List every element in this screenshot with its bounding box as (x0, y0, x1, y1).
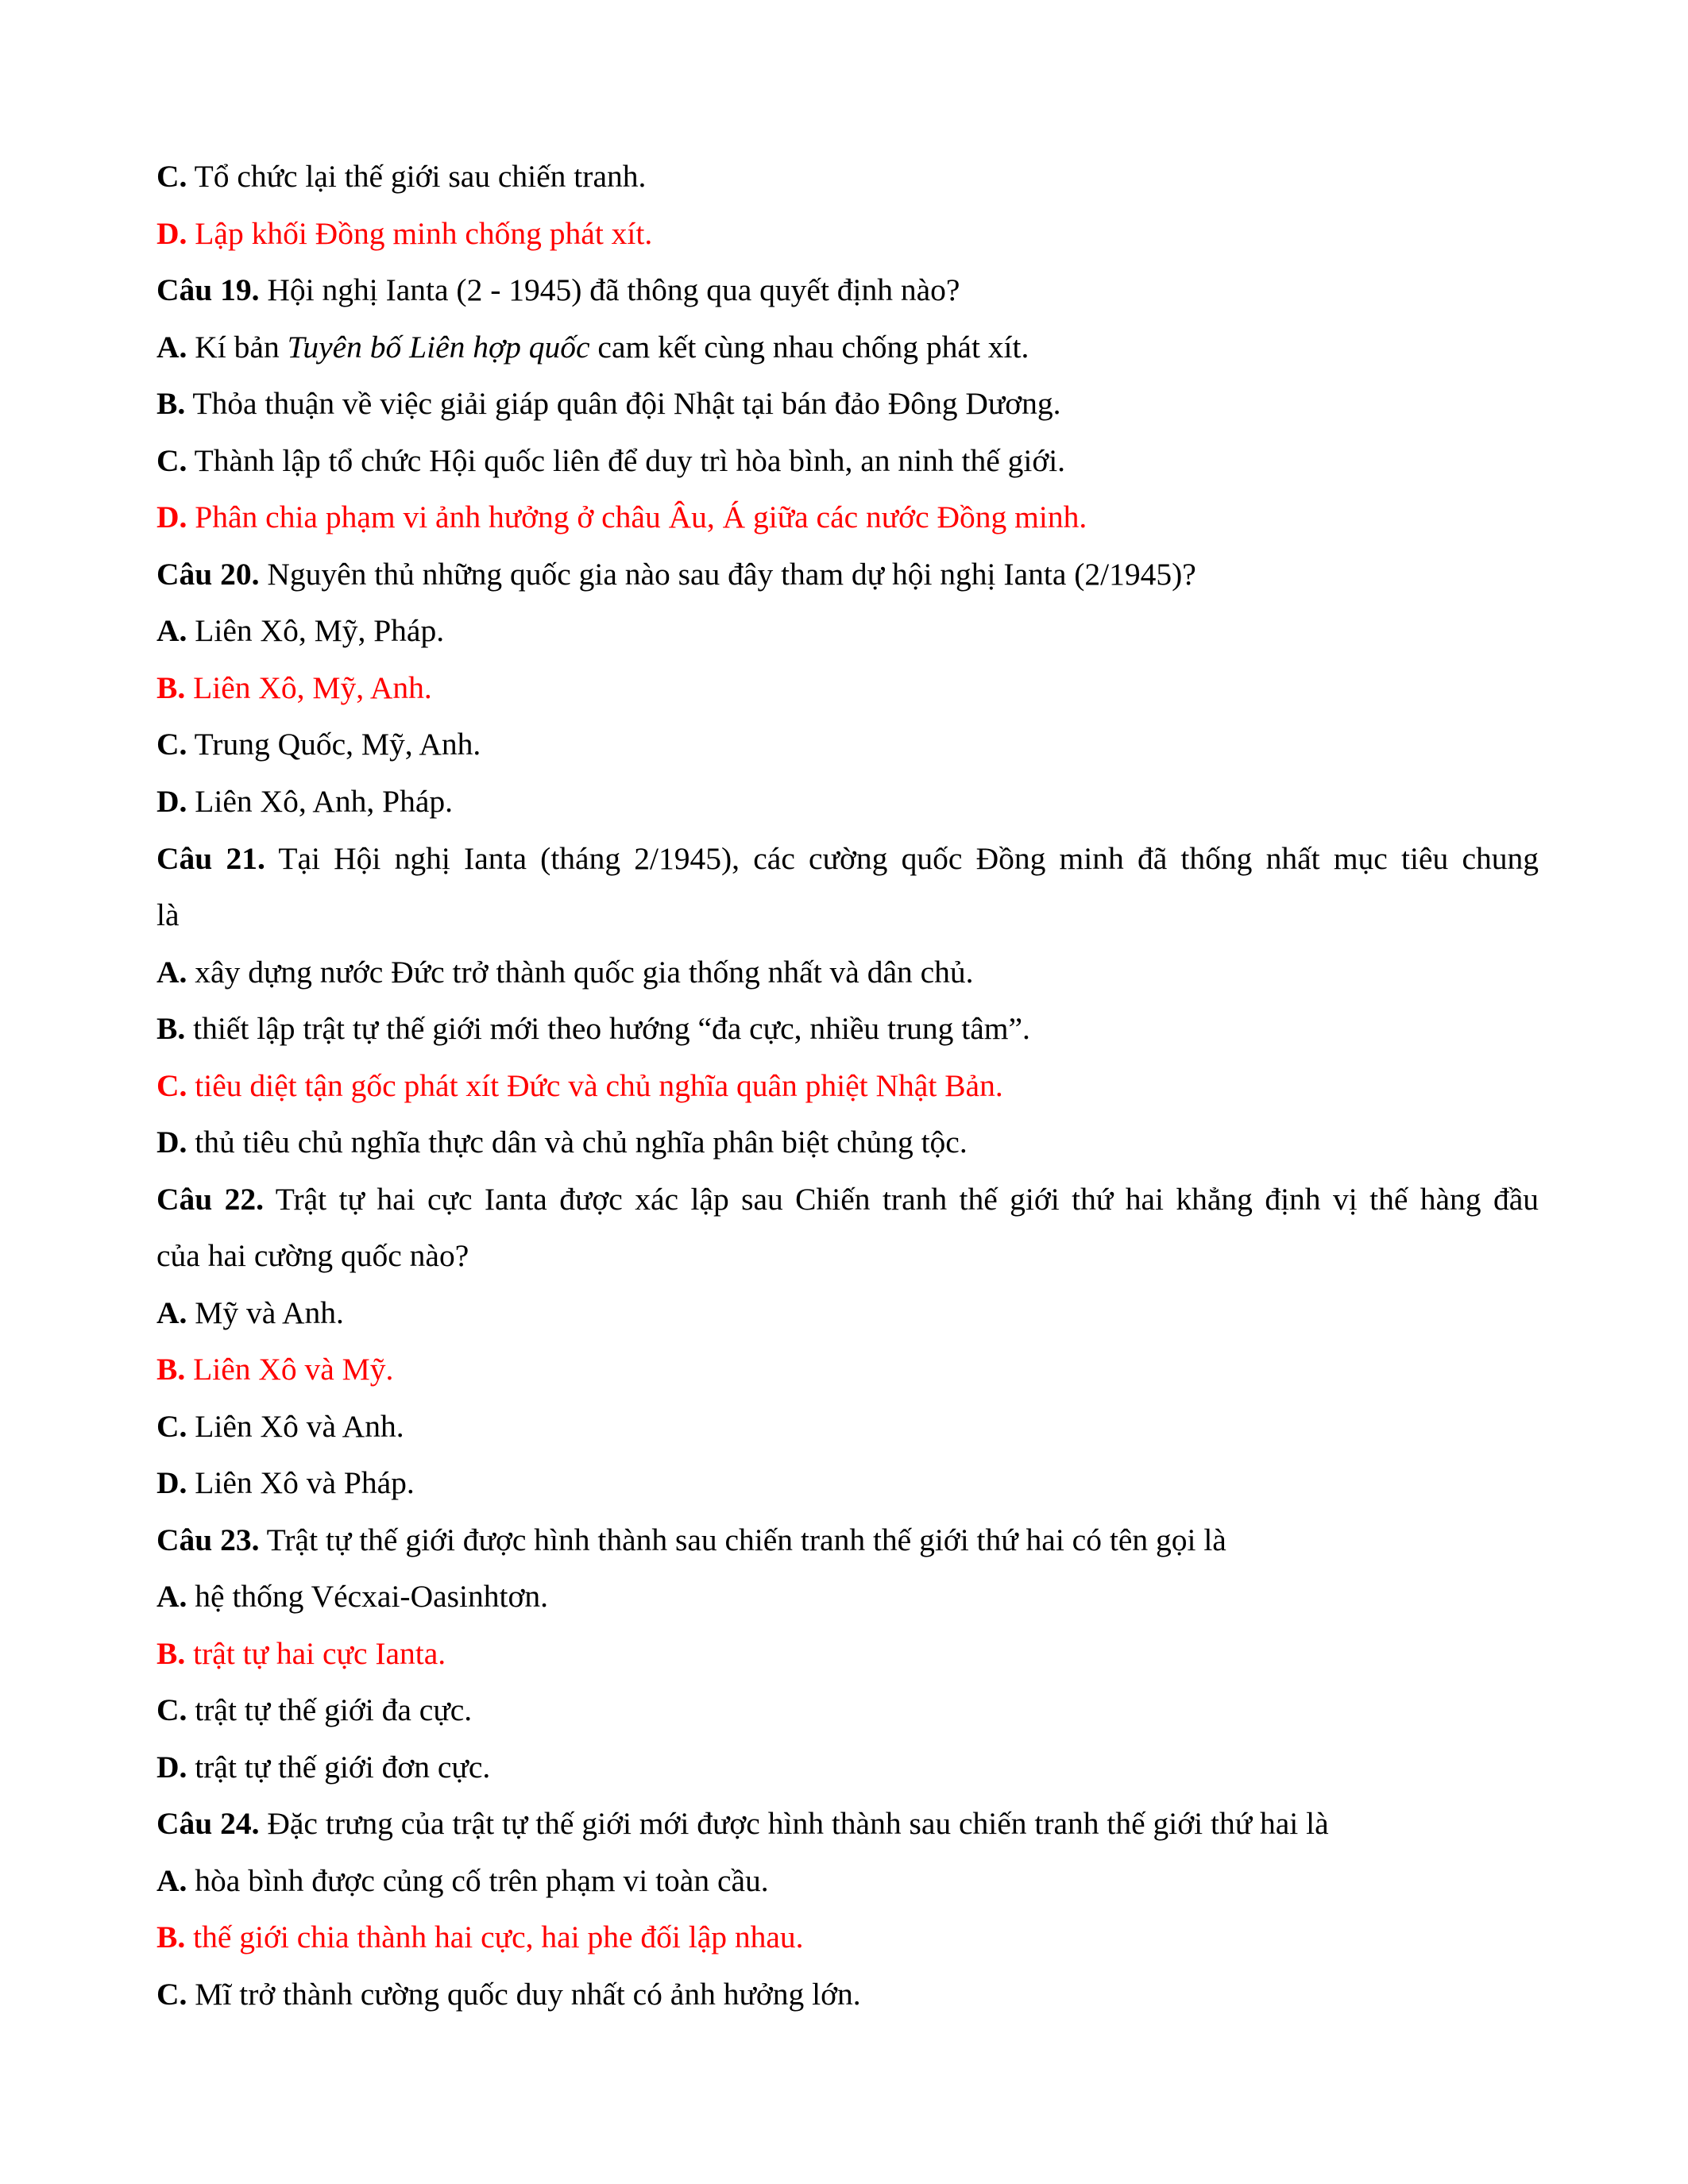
question-text: Trật tự thế giới được hình thành sau chiến tranh thế giới thứ hai có tên gọi là (259, 1522, 1226, 1557)
option-label: B. (156, 1352, 186, 1387)
option-text: Liên Xô, Mỹ, Anh. (185, 670, 432, 705)
option-b-q20-correct (156, 669, 1539, 707)
question-text: Tại Hội nghị Ianta (tháng 2/1945), các cường quốc Đồng minh đã thống nhất mục tiêu chung (265, 841, 1539, 876)
option-label: C. (156, 1692, 187, 1727)
option-a-q23 (156, 1577, 1539, 1615)
option-b-q19 (156, 384, 1539, 423)
option-label: D. (156, 1125, 187, 1160)
question-19 (156, 271, 1539, 309)
question-24 (156, 1804, 1539, 1843)
question-label: Câu 19. (156, 272, 260, 307)
option-label: A. (156, 1295, 187, 1330)
question-21-continued (156, 896, 1539, 934)
option-label: C. (156, 727, 187, 762)
option-a-q20 (156, 612, 1539, 650)
option-label: D. (156, 784, 187, 819)
option-text: Tổ chức lại thế giới sau chiến tranh. (187, 159, 647, 194)
option-text-end: cam kết cùng nhau chống phát xít. (589, 330, 1029, 365)
question-text-continued: là (156, 897, 180, 932)
option-label: C. (156, 1977, 187, 2012)
option-text: Lập khối Đồng minh chống phát xít. (187, 216, 653, 251)
question-text: Hội nghị Ianta (2 - 1945) đã thông qua quyết định nào? (259, 272, 960, 307)
question-22-continued (156, 1237, 1539, 1275)
option-label: D. (156, 1750, 187, 1785)
option-text: Liên Xô và Anh. (187, 1409, 404, 1444)
option-c-q24 (156, 1975, 1539, 2013)
question-23 (156, 1521, 1539, 1559)
option-label: C. (156, 159, 187, 194)
option-label: D. (156, 1465, 187, 1500)
option-label: C. (156, 1409, 187, 1444)
option-text: Thỏa thuận về việc giải giáp quân đội Nhật tại bán đảo Đông Dương. (185, 386, 1061, 421)
option-c-q18 (156, 157, 1539, 195)
option-label: B. (156, 670, 186, 705)
option-d-q23 (156, 1748, 1539, 1786)
option-b-q24-correct (156, 1918, 1539, 1956)
option-text: thiết lập trật tự thế giới mới theo hướng “đa cực, nhiều trung tâm”. (185, 1011, 1030, 1046)
option-text: thế giới chia thành hai cực, hai phe đối lập nhau. (185, 1920, 804, 1954)
option-text: trật tự thế giới đơn cực. (187, 1750, 491, 1785)
option-text: Mỹ và Anh. (187, 1295, 344, 1330)
option-label: C. (156, 1068, 187, 1103)
option-text: Liên Xô và Pháp. (187, 1465, 415, 1500)
option-label: A. (156, 1579, 187, 1614)
option-b-q21 (156, 1009, 1539, 1048)
option-text: thủ tiêu chủ nghĩa thực dân và chủ nghĩa phân biệt chủng tộc. (187, 1125, 968, 1160)
option-a-q21 (156, 953, 1539, 991)
option-text: Thành lập tổ chức Hội quốc liên để duy trì hòa bình, an ninh thế giới. (187, 443, 1066, 478)
option-a-q24 (156, 1862, 1539, 1900)
option-label: A. (156, 330, 187, 365)
option-text: Liên Xô và Mỹ. (185, 1352, 394, 1387)
option-d-q18-correct (156, 214, 1539, 253)
option-label: D. (156, 500, 187, 534)
option-label: B. (156, 1636, 186, 1671)
question-text-continued: của hai cường quốc nào? (156, 1238, 469, 1273)
question-20 (156, 555, 1539, 593)
option-text: Phân chia phạm vi ảnh hưởng ở châu Âu, Á giữa các nước Đồng minh. (187, 500, 1087, 534)
option-label: B. (156, 386, 186, 421)
question-22 (156, 1180, 1539, 1218)
option-c-q21-correct (156, 1067, 1539, 1105)
question-label: Câu 20. (156, 557, 260, 592)
option-text: hòa bình được củng cố trên phạm vi toàn cầu. (187, 1863, 769, 1898)
question-21 (156, 839, 1539, 878)
option-label: A. (156, 955, 187, 990)
question-label: Câu 23. (156, 1522, 260, 1557)
option-b-q23-correct (156, 1634, 1539, 1673)
option-d-q22 (156, 1464, 1539, 1502)
option-text: Kí bản (187, 330, 288, 365)
question-text: Đặc trưng của trật tự thế giới mới được hình thành sau chiến tranh thế giới thứ hai là (259, 1806, 1329, 1841)
option-text: Trung Quốc, Mỹ, Anh. (187, 727, 481, 762)
option-d-q19-correct (156, 498, 1539, 536)
option-c-q22 (156, 1407, 1539, 1445)
option-text: trật tự hai cực Ianta. (185, 1636, 446, 1671)
option-text: Mĩ trở thành cường quốc duy nhất có ảnh hưởng lớn. (187, 1977, 861, 2012)
option-c-q20 (156, 725, 1539, 763)
question-label: Câu 21. (156, 841, 265, 876)
question-text: Trật tự hai cực Ianta được xác lập sau Chiến tranh thế giới thứ hai khẳng định vị thế hàng đầu (264, 1182, 1539, 1217)
option-text: hệ thống Vécxai-Oasinhtơn. (187, 1579, 548, 1614)
option-text: tiêu diệt tận gốc phát xít Đức và chủ nghĩa quân phiệt Nhật Bản. (187, 1068, 1003, 1103)
option-a-q22 (156, 1294, 1539, 1332)
option-text: Liên Xô, Anh, Pháp. (187, 784, 454, 819)
option-a-q19 (156, 328, 1539, 366)
option-label: A. (156, 1863, 187, 1898)
option-text-italic: Tuyên bố Liên hợp quốc (287, 330, 590, 365)
option-c-q19 (156, 442, 1539, 480)
option-label: B. (156, 1920, 186, 1954)
option-b-q22-correct (156, 1350, 1539, 1388)
option-c-q23 (156, 1691, 1539, 1729)
option-d-q20 (156, 782, 1539, 820)
question-text: Nguyên thủ những quốc gia nào sau đây tham dự hội nghị Ianta (2/1945)? (259, 557, 1196, 592)
option-label: D. (156, 216, 187, 251)
option-text: xây dựng nước Đức trở thành quốc gia thống nhất và dân chủ. (187, 955, 974, 990)
option-d-q21 (156, 1123, 1539, 1161)
question-label: Câu 22. (156, 1182, 265, 1217)
question-label: Câu 24. (156, 1806, 260, 1841)
option-text: Liên Xô, Mỹ, Pháp. (187, 613, 445, 648)
option-label: A. (156, 613, 187, 648)
option-label: C. (156, 443, 187, 478)
option-label: B. (156, 1011, 186, 1046)
option-text: trật tự thế giới đa cực. (187, 1692, 473, 1727)
